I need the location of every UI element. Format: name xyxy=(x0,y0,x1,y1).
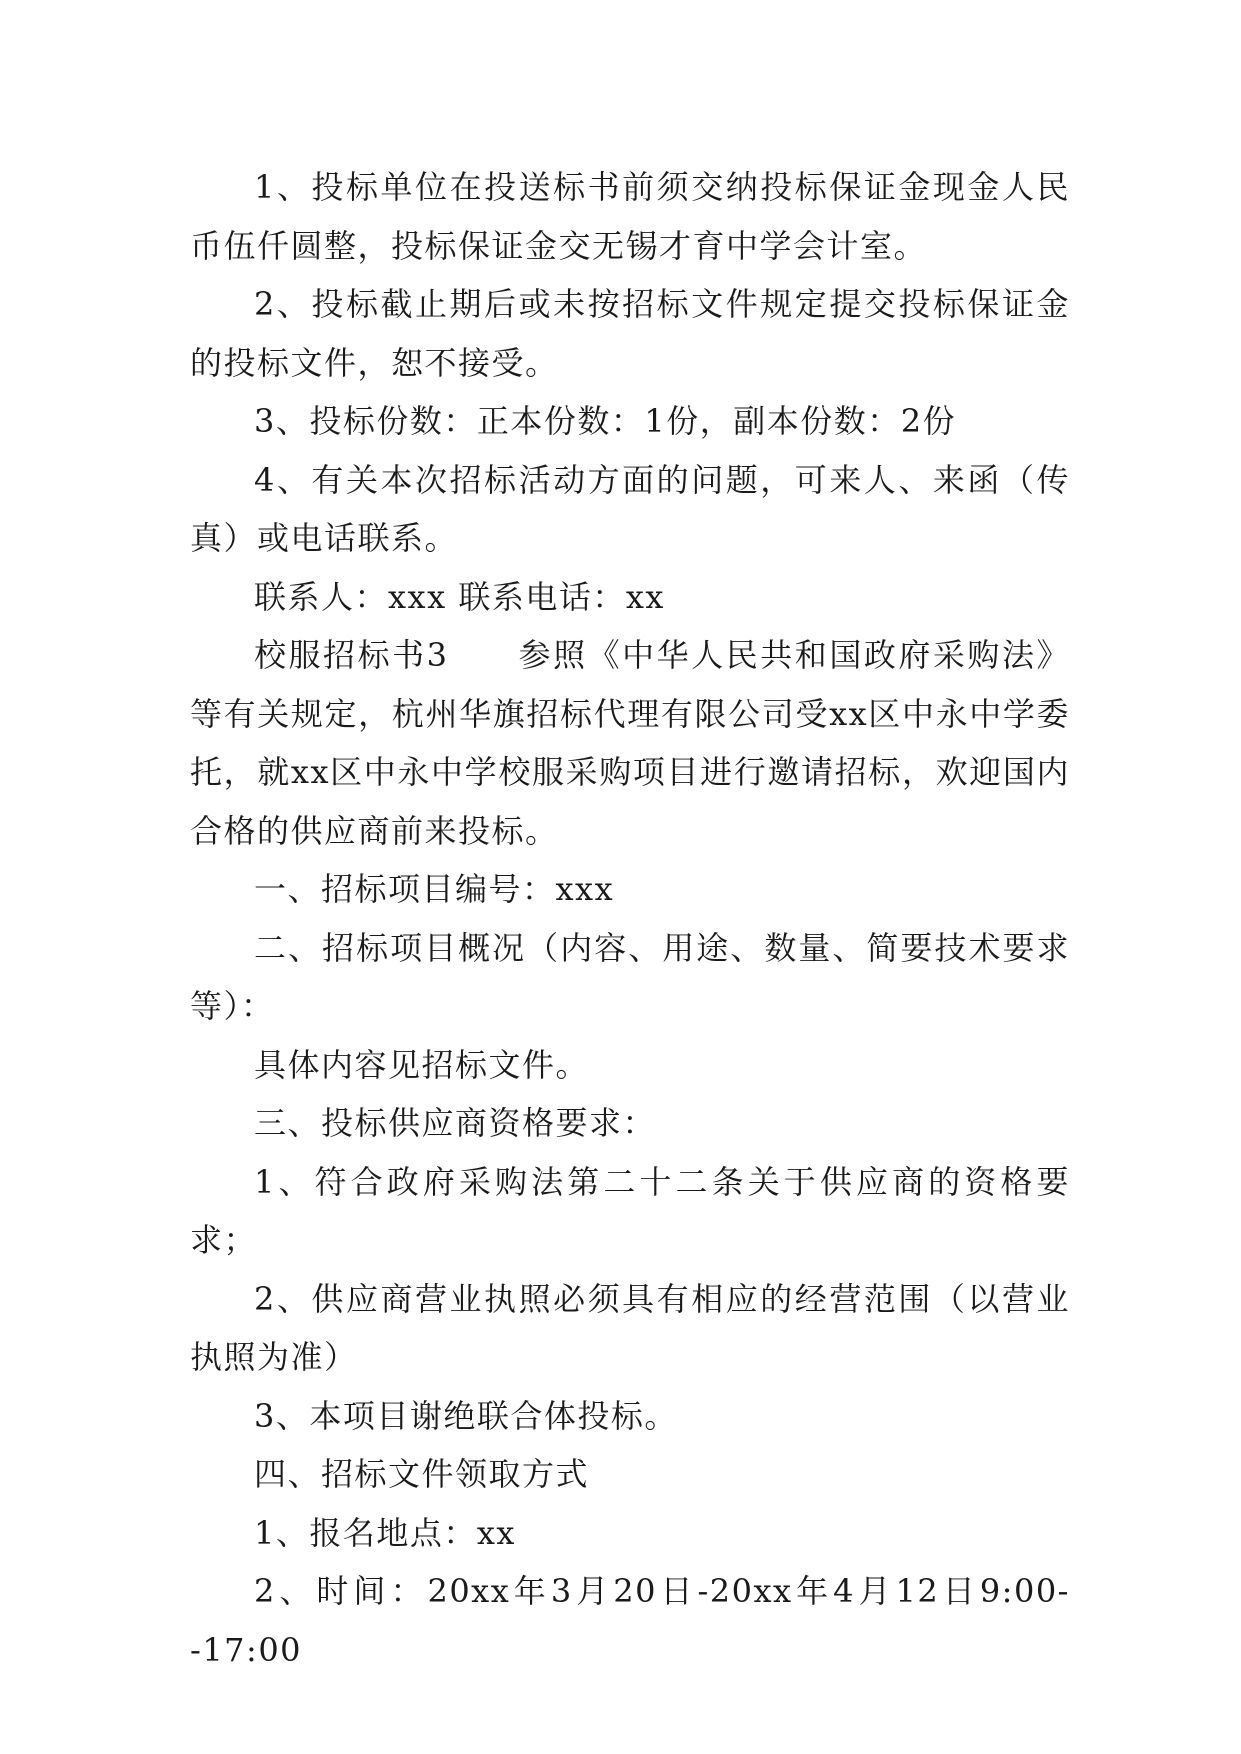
collection-time: 2、时间：20xx年3月20日-20xx年4月12日9:00--17:00 xyxy=(190,1572,1070,1669)
paragraph-see-documents: 具体内容见招标文件。 xyxy=(254,1045,590,1084)
section-project-number: 一、招标项目编号：xxx xyxy=(254,870,615,908)
document-body xyxy=(190,158,1070,1679)
section-project-overview: 二、招标项目概况（内容、用途、数量、简要技术要求等）： xyxy=(190,928,1070,1025)
section-qualifications: 三、投标供应商资格要求： xyxy=(254,1104,657,1142)
qualification-item-2: 2、供应商营业执照必须具有相应的经营范围（以营业执照为准） xyxy=(190,1279,1070,1376)
paragraph-contact-person: 联系人：xxx 联系电话：xx xyxy=(254,577,665,616)
qualification-item-3: 3、本项目谢绝联合体投标。 xyxy=(254,1396,678,1435)
paragraph-deposit: 1、投标单位在投送标书前须交纳投标保证金现金人民币伍仟圆整，投标保证金交无锡才育中学会计室。 xyxy=(190,168,1070,265)
paragraph-deadline: 2、投标截止期后或未按招标文件规定提交投标保证金的投标文件，恕不接受。 xyxy=(190,285,1070,382)
paragraph-contact-methods: 4、有关本次招标活动方面的问题，可来人、来函（传真）或电话联系。 xyxy=(190,460,1070,557)
collection-location: 1、报名地点：xx xyxy=(254,1513,516,1552)
paragraph-tender-intro: 校服招标书3 参照《中华人民共和国政府采购法》等有关规定，杭州华旗招标代理有限公司受xx区中永中学委托，就xx区中永中学校服采购项目进行邀请招标，欢迎国内合格的供应商前来投标。 xyxy=(190,636,1070,850)
section-document-collection: 四、招标文件领取方式 xyxy=(254,1455,590,1493)
paragraph-copies: 3、投标份数：正本份数：1份，副本份数：2份 xyxy=(254,402,957,440)
qualification-item-1: 1、符合政府采购法第二十二条关于供应商的资格要求； xyxy=(190,1162,1070,1259)
